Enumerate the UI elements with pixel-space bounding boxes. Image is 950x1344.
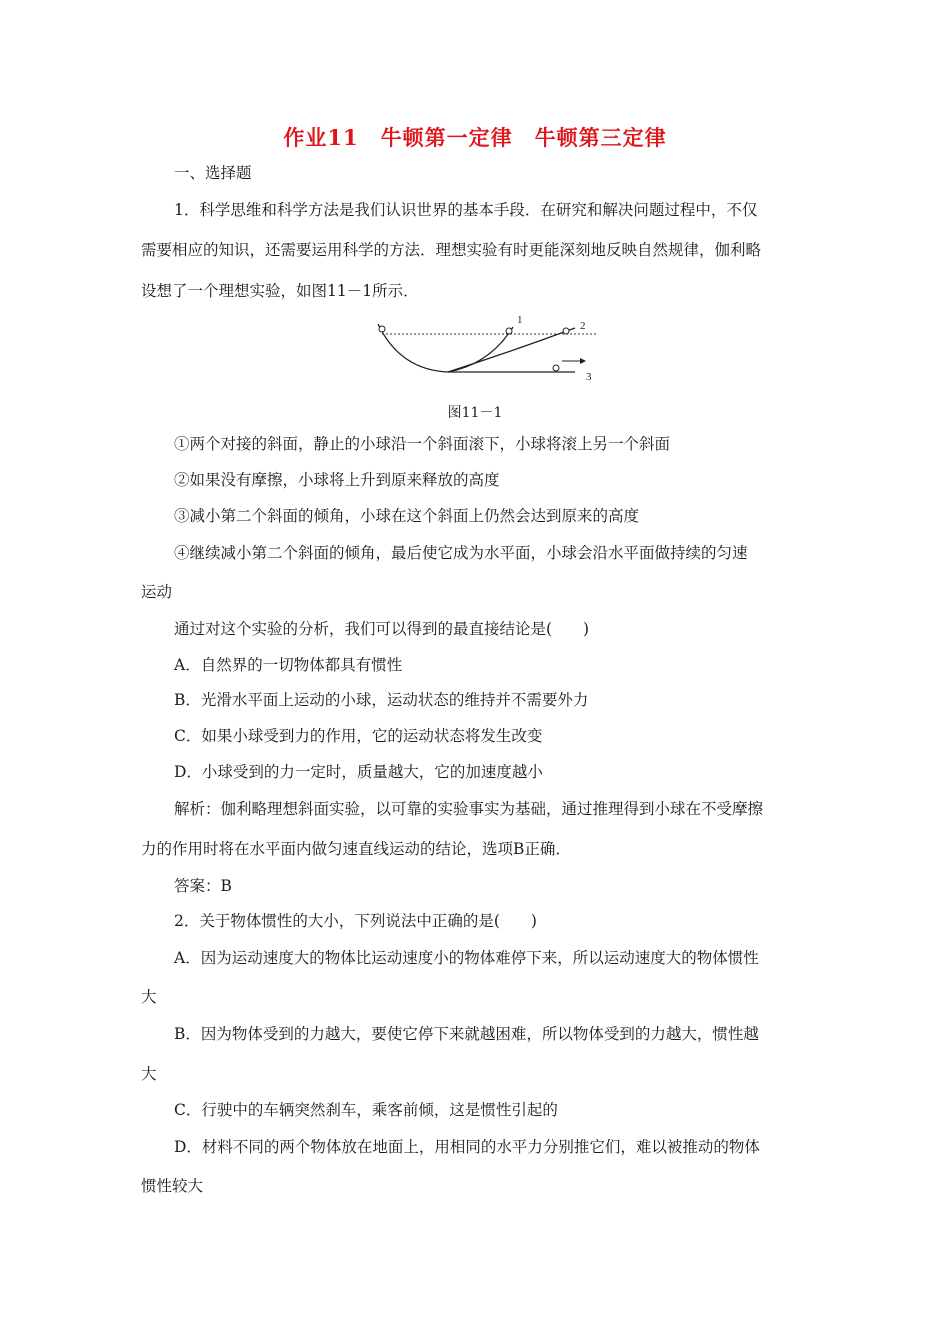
label-3: 3 [586,371,592,383]
label-2: 2 [580,320,586,332]
q1-step-4-line-1: ④继续减小第二个斜面的倾角，最后使它成为水平面，小球会沿水平面做持续的匀速 [174,544,748,562]
q1-option-a: A．自然界的一切物体都具有惯性 [174,656,403,674]
q1-option-b: B．光滑水平面上运动的小球，运动状态的维持并不需要外力 [174,691,589,709]
q2-option-a-line-2: 大 [141,988,157,1006]
ball-start [379,326,385,332]
q1-answer: 答案：B [174,877,232,895]
page-title: 作业11 牛顿第一定律 牛顿第三定律 [283,125,667,150]
q1-step-4-line-2: 运动 [141,583,173,601]
q1-step-2: ②如果没有摩擦，小球将上升到原来释放的高度 [174,471,500,489]
q2-option-d-line-1: D．材料不同的两个物体放在地面上，用相同的水平力分别推它们，难以被推动的物体 [174,1138,760,1156]
motion-arrow-head [580,358,586,364]
label-1: 1 [517,314,523,326]
q1-question: 通过对这个实验的分析，我们可以得到的最直接结论是( ) [174,620,590,638]
ball-incline-1 [506,328,512,334]
section-heading: 一、选择题 [174,164,252,182]
ball-incline-2 [563,328,569,334]
q1-stem-line-2: 需要相应的知识，还需要运用科学的方法．理想实验有时更能深刻地反映自然规律，伽利略 [141,241,762,259]
q1-stem-line-3: 设想了一个理想实验，如图11－1所示． [141,282,419,300]
q1-step-1: ①两个对接的斜面，静止的小球沿一个斜面滚下，小球将滚上另一个斜面 [174,435,671,453]
q2-option-c: C．行驶中的车辆突然刹车，乘客前倾，这是惯性引起的 [174,1101,558,1119]
q1-step-3: ③减小第二个斜面的倾角，小球在这个斜面上仍然会达到原来的高度 [174,507,640,525]
q2-option-b-line-2: 大 [141,1065,157,1083]
q1-stem-line-1: 1．科学思维和科学方法是我们认识世界的基本手段．在研究和解决问题过程中，不仅 [174,201,758,219]
q1-option-c: C．如果小球受到力的作用，它的运动状态将发生改变 [174,727,543,745]
q1-option-d: D．小球受到的力一定时，质量越大，它的加速度越小 [174,763,543,781]
q1-analysis-line-2: 力的作用时将在水平面内做匀速直线运动的结论，选项B正确． [141,840,571,858]
q2-stem: 2．关于物体惯性的大小，下列说法中正确的是( ) [174,912,537,930]
q2-option-b-line-1: B．因为物体受到的力越大，要使它停下来就越困难，所以物体受到的力越大，惯性越 [174,1025,759,1043]
left-incline-curve [378,324,448,372]
inclined-plane-figure [370,312,610,384]
q2-option-a-line-1: A．因为运动速度大的物体比运动速度小的物体难停下来，所以运动速度大的物体惯性 [174,949,759,967]
ball-horizontal [553,365,559,371]
figure-caption: 图11－1 [447,405,503,421]
q1-analysis-line-1: 解析：伽利略理想斜面实验，以可靠的实验事实为基础，通过推理得到小球在不受摩擦 [174,800,764,818]
q2-option-d-line-2: 惯性较大 [141,1177,204,1195]
